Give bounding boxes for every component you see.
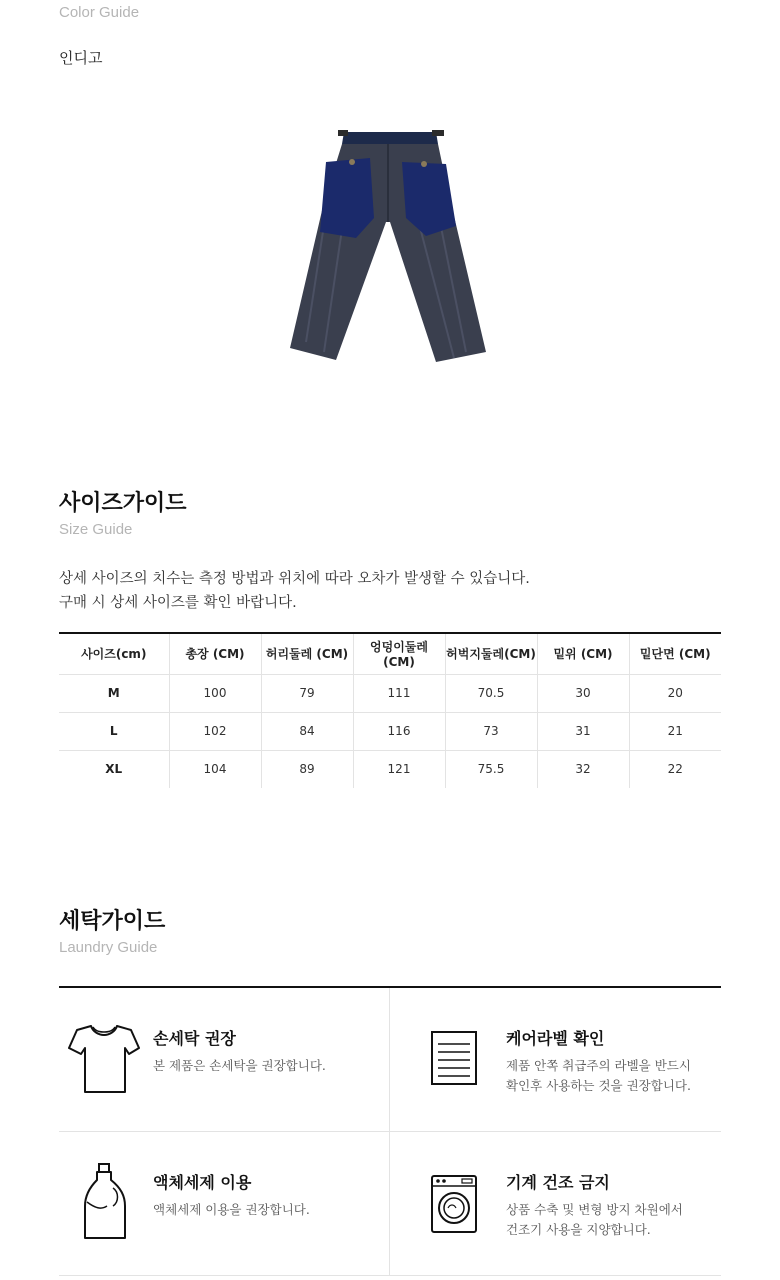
table-cell: 30	[537, 674, 629, 712]
desc-line: 액체세제 이용을 권장합니다.	[153, 1202, 310, 1217]
product-pants-image	[286, 122, 488, 368]
laundry-item-desc	[153, 1056, 326, 1076]
table-cell: 31	[537, 712, 629, 750]
table-cell: 116	[353, 712, 445, 750]
desc-line: 제품 안쪽 취급주의 라벨을 반드시	[506, 1058, 691, 1073]
table-header-cell: 사이즈(cm)	[59, 633, 169, 674]
desc-line: 상품 수축 및 변형 방지 차원에서	[506, 1202, 683, 1217]
table-row	[59, 750, 721, 788]
table-header-cell: 총장 (CM)	[169, 633, 261, 674]
laundry-guide-subtitle: Laundry Guide	[59, 939, 158, 956]
size-guide-subtitle: Size Guide	[59, 521, 133, 538]
table-cell: XL	[59, 750, 169, 788]
size-table	[59, 632, 721, 788]
washing-machine-icon	[428, 1162, 502, 1242]
table-cell: 73	[445, 712, 537, 750]
laundry-item-title: 액체세제 이용	[153, 1173, 252, 1192]
table-cell: 102	[169, 712, 261, 750]
table-cell: M	[59, 674, 169, 712]
table-header-cell: 엉덩이둘레 (CM)	[353, 633, 445, 674]
laundry-item-no-machine-dry	[390, 1132, 721, 1276]
table-cell: 32	[537, 750, 629, 788]
table-cell: 84	[261, 712, 353, 750]
tshirt-icon	[67, 1018, 141, 1098]
table-cell: 104	[169, 750, 261, 788]
desc-line: 확인후 사용하는 것을 권장합니다.	[506, 1078, 691, 1093]
color-guide-subtitle: Color Guide	[59, 4, 140, 21]
table-header-row	[59, 633, 721, 674]
table-cell: 100	[169, 674, 261, 712]
laundry-item-title: 케어라벨 확인	[506, 1029, 605, 1048]
table-header-cell: 허벅지둘레(CM)	[445, 633, 537, 674]
table-header-cell: 밑위 (CM)	[537, 633, 629, 674]
laundry-item-liquid-detergent	[59, 1132, 390, 1276]
table-header-cell: 밑단면 (CM)	[629, 633, 721, 674]
table-row	[59, 674, 721, 712]
size-guide-title: 사이즈가이드	[59, 491, 187, 516]
laundry-item-title: 손세탁 권장	[153, 1029, 236, 1048]
desc-line: 본 제품은 손세탁을 권장합니다.	[153, 1058, 326, 1073]
laundry-item-hand-wash	[59, 988, 390, 1132]
care-label-icon	[428, 1018, 502, 1098]
table-cell: L	[59, 712, 169, 750]
table-cell: 89	[261, 750, 353, 788]
laundry-guide-grid	[59, 986, 721, 1280]
table-cell: 75.5	[445, 750, 537, 788]
detergent-bottle-icon	[67, 1162, 141, 1242]
table-cell: 79	[261, 674, 353, 712]
table-row	[59, 712, 721, 750]
laundry-item-desc	[506, 1056, 691, 1096]
laundry-item-care-label	[390, 988, 721, 1132]
laundry-item-desc	[153, 1200, 310, 1220]
table-cell: 22	[667, 762, 683, 777]
color-name: 인디고	[59, 49, 103, 67]
size-note: 상세 사이즈의 치수는 측정 방법과 위치에 따라 오차가 발생할 수 있습니다.	[59, 571, 530, 587]
table-cell: 70.5	[445, 674, 537, 712]
laundry-item-desc	[506, 1200, 683, 1240]
table-cell: 111	[353, 674, 445, 712]
size-note: 구매 시 상세 사이즈를 확인 바랍니다.	[59, 595, 297, 611]
table-cell: 20	[629, 674, 721, 712]
desc-line: 건조기 사용을 지양합니다.	[506, 1222, 651, 1237]
table-header-cell: 허리둘레 (CM)	[261, 633, 353, 674]
laundry-guide-title: 세탁가이드	[59, 909, 166, 934]
table-cell: 21	[629, 712, 721, 750]
laundry-item-title: 기계 건조 금지	[506, 1173, 610, 1192]
table-cell: 121	[353, 750, 445, 788]
